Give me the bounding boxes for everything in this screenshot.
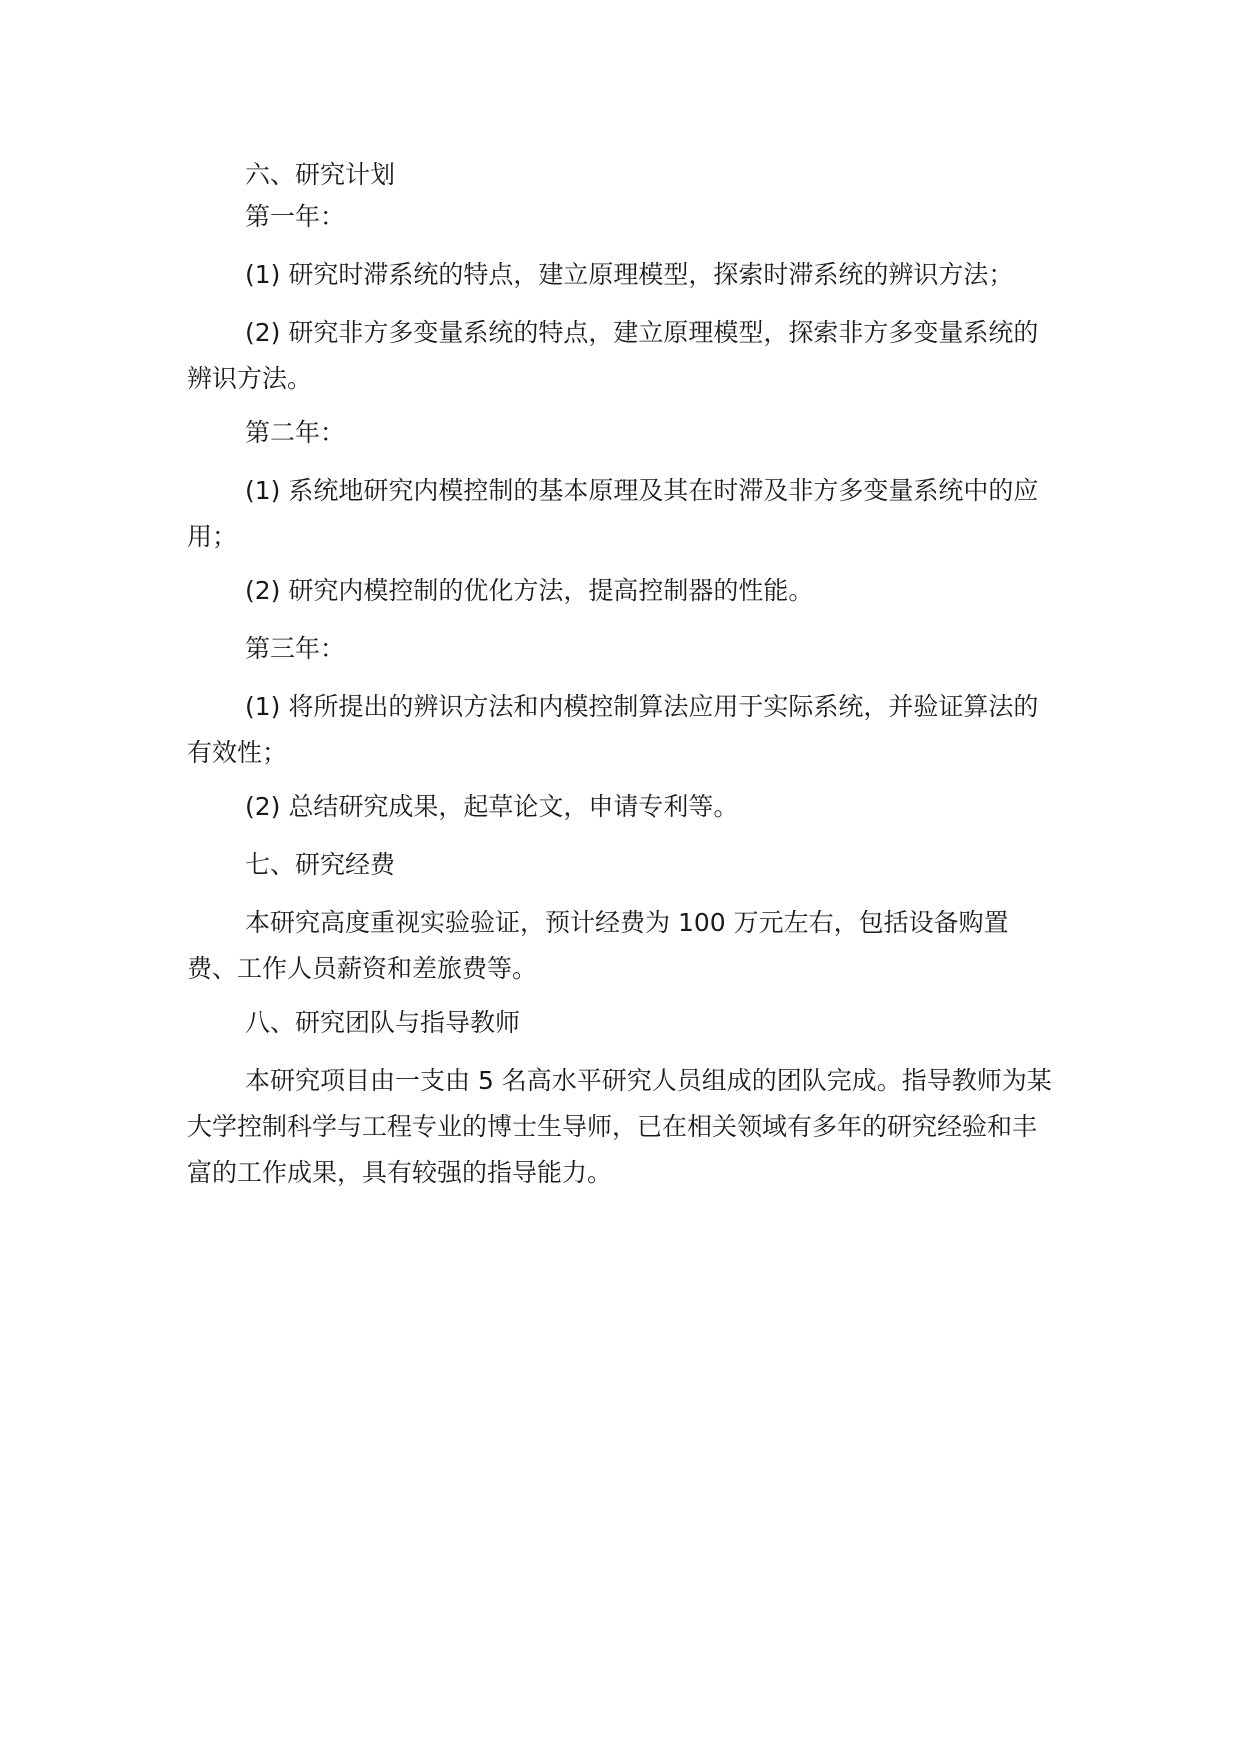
year-2-label: 第二年： [245,418,346,447]
year-1-item-2: (2) 研究非方多变量系统的特点，建立原理模型，探索非方多变量系统的辨识方法。 [187,318,1039,393]
year-2-item-1: (1) 系统地研究内模控制的基本原理及其在时滞及非方多变量系统中的应用； [187,476,1039,551]
year-3-label: 第三年： [245,634,346,663]
section-8-heading: 八、研究团队与指导教师 [245,1008,521,1037]
year-1-label: 第一年： [245,202,346,231]
section-7-heading: 七、研究经费 [245,850,396,879]
section-6-heading: 六、研究计划 [245,160,396,189]
section-8-body: 本研究项目由一支由 5 名高水平研究人员组成的团队完成。指导教师为某大学控制科学与工程专业的博士生导师，已在相关领域有多年的研究经验和丰富的工作成果，具有较强的指导能力。 [187,1066,1052,1187]
year-2-item-2: (2) 研究内模控制的优化方法，提高控制器的性能。 [245,576,814,605]
year-1-item-1: (1) 研究时滞系统的特点，建立原理模型，探索时滞系统的辨识方法； [245,260,1014,289]
year-3-item-2: (2) 总结研究成果，起草论文，申请专利等。 [245,792,739,821]
year-3-item-1: (1) 将所提出的辨识方法和内模控制算法应用于实际系统，并验证算法的有效性； [187,692,1039,767]
section-7-body: 本研究高度重视实验验证，预计经费为 100 万元左右，包括设备购置费、工作人员薪资和差旅费等。 [187,908,1009,983]
